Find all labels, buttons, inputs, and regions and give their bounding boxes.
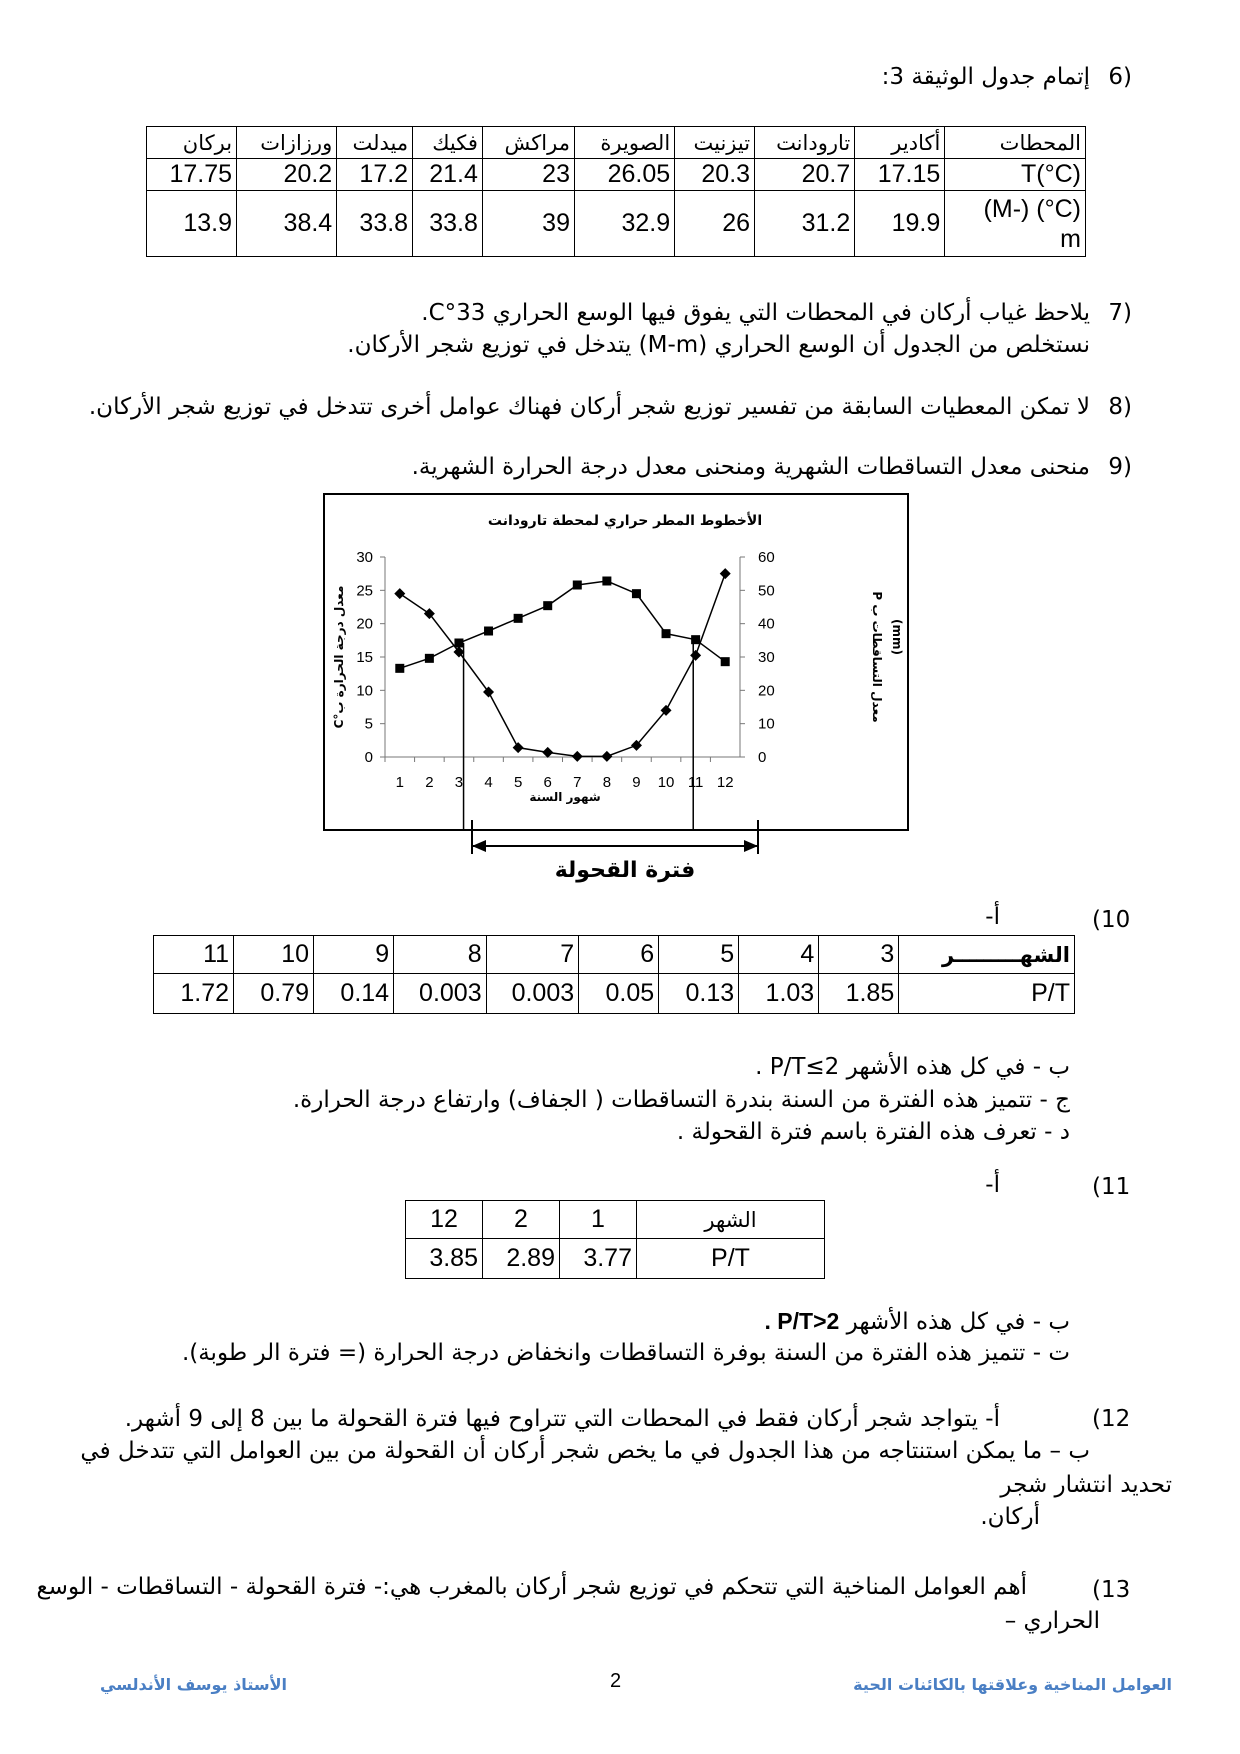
x-tick-label: 8	[602, 774, 612, 791]
precipitation-point	[601, 751, 612, 762]
q11-month-row	[406, 1201, 825, 1239]
footer-title: العوامل المناخية وعلاقتها بالكائنات الحية	[853, 1675, 1172, 1694]
table-cell: 0.14	[314, 974, 394, 1014]
table-cell: 26	[675, 191, 755, 257]
right-tick-label: 60	[758, 549, 775, 566]
x-tick-label: 9	[632, 774, 641, 791]
table-cell: 4	[739, 936, 819, 974]
q12-b1: ب – ما يمكن استنتاجه من هذا الجدول في ما يخص شجر أركان أن القحولة من بين العوامل التي تتدخل في	[80, 1438, 1090, 1464]
table-cell: 26.05	[574, 159, 674, 191]
q7-num: 7)	[1108, 300, 1132, 326]
table-cell: 3	[819, 936, 899, 974]
table-cell: الشهر	[637, 1201, 825, 1239]
left-tick-label: 5	[364, 715, 373, 733]
q6-text: إتمام جدول الوثيقة 3:	[881, 64, 1090, 90]
x-tick-label: 1	[395, 774, 404, 791]
q12-b3: أركان.	[980, 1504, 1040, 1530]
table-cell: 1	[560, 1201, 637, 1239]
precipitation-line	[400, 574, 725, 757]
table-cell: ورزازات	[237, 127, 337, 159]
q10-num: (10	[1092, 907, 1131, 933]
q9-num: 9)	[1108, 454, 1132, 480]
table-cell: 21.4	[413, 159, 483, 191]
q11-b-text: ب - في كل هذه الأشهر	[846, 1309, 1070, 1335]
left-tick-label: 30	[356, 549, 373, 566]
table-cell: 39	[482, 191, 574, 257]
precipitation-point	[542, 747, 553, 758]
table-cell: 33.8	[413, 191, 483, 257]
q12-b2: تحديد انتشار شجر	[1000, 1472, 1172, 1498]
x-tick-label: 7	[573, 774, 582, 791]
q6-num: 6)	[1108, 64, 1132, 90]
table-cell: 17.15	[855, 159, 945, 191]
table-cell: المحطات	[945, 127, 1086, 159]
table-cell: T(°C)	[945, 159, 1086, 191]
q13-line1: أهم العوامل المناخية التي تتحكم في توزيع شجر أركان بالمغرب هي:- فترة القحولة - التساقطات - الوسع	[36, 1574, 1027, 1600]
row-label-bottom: m	[1060, 224, 1081, 253]
q10-b: ب - في كل هذه الأشهر P/T≤2 .	[755, 1054, 1070, 1080]
table-cell: 17.75	[147, 159, 237, 191]
q11-b-bold: P/T>2 .	[764, 1308, 840, 1334]
x-tick-label: 6	[543, 774, 552, 791]
table-cell: 13.9	[147, 191, 237, 257]
q11-b	[765, 1306, 1070, 1337]
left-tick-label: 10	[356, 682, 373, 700]
table-cell: 3.85	[406, 1239, 483, 1279]
precipitation-point	[690, 650, 701, 661]
q11-num: (11	[1092, 1174, 1131, 1200]
table-cell: 8	[394, 936, 487, 974]
left-tick-label: 15	[356, 649, 373, 666]
thermal-range-row	[147, 191, 1086, 257]
left-tick-label: 20	[356, 615, 373, 633]
table-cell: 20.3	[675, 159, 755, 191]
table-cell: أكادير	[855, 127, 945, 159]
table-cell: P/T	[637, 1239, 825, 1279]
stations-header-row	[147, 127, 1086, 159]
chart-svg	[325, 495, 907, 829]
table-cell: 1.03	[739, 974, 819, 1014]
table-cell: 23	[482, 159, 574, 191]
q12-num: (12	[1092, 1406, 1131, 1432]
temperature-point	[514, 614, 523, 623]
table-cell: 11	[154, 936, 234, 974]
table-cell: 33.8	[337, 191, 413, 257]
table-cell: 31.2	[755, 191, 855, 257]
footer-author: الأستاذ يوسف الأندلسي	[100, 1675, 287, 1694]
table-cell: 3.77	[560, 1239, 637, 1279]
q9-text: منحنى معدل التساقطات الشهرية ومنحنى معدل درجة الحرارة الشهرية.	[411, 454, 1090, 480]
temperature-row	[147, 159, 1086, 191]
right-tick-label: 40	[758, 615, 775, 633]
x-tick-label: 2	[425, 774, 434, 791]
right-tick-label: 10	[758, 715, 775, 733]
x-tick-label: 4	[484, 774, 493, 791]
temperature-point	[484, 627, 493, 636]
temperature-point	[543, 601, 552, 610]
right-tick-label: 50	[758, 582, 775, 600]
x-tick-label: 11	[687, 774, 704, 791]
table-cell: فكيك	[413, 127, 483, 159]
table-cell: 6	[579, 936, 659, 974]
q10-table	[153, 935, 1075, 1014]
table-cell: 0.13	[659, 974, 739, 1014]
table-cell	[945, 191, 1086, 257]
q10-ratio-row	[154, 974, 1075, 1014]
table-cell: 38.4	[237, 191, 337, 257]
precipitation-point	[483, 687, 494, 698]
page-number: 2	[610, 1670, 622, 1692]
precipitation-point	[720, 568, 731, 579]
table-cell: 0.79	[234, 974, 314, 1014]
x-tick-label: 12	[716, 774, 734, 791]
table-cell: 0.003	[394, 974, 487, 1014]
q10-month-row	[154, 936, 1075, 974]
table-cell: 2	[483, 1201, 560, 1239]
table-cell: 32.9	[574, 191, 674, 257]
ombrothermic-chart	[323, 493, 909, 831]
right-tick-label: 20	[758, 682, 775, 700]
temperature-point	[721, 657, 730, 666]
q8-text: لا تمكن المعطيات السابقة من تفسير توزيع شجر أركان فهناك عوامل أخرى تتدخل في توزيع شجر الأركان.	[88, 394, 1090, 420]
table-cell: 1.85	[819, 974, 899, 1014]
q13-line2: الحراري –	[1004, 1608, 1100, 1634]
q11-table	[405, 1200, 825, 1279]
temperature-line	[400, 581, 725, 668]
table-cell: 0.003	[486, 974, 579, 1014]
q10-sub-a: أ-	[985, 904, 1000, 930]
chart-title: الأخطوط المطر حراري لمحطة تارودانت	[487, 513, 763, 529]
precipitation-point	[394, 588, 405, 599]
stations-table	[146, 126, 1086, 257]
q11-ratio-row	[406, 1239, 825, 1279]
right-axis-unit: (mm)	[890, 619, 904, 655]
table-cell: الشهـــــــــر	[899, 936, 1075, 974]
precipitation-point	[572, 751, 583, 762]
arrow-head-right	[744, 840, 758, 852]
table-cell: 1.72	[154, 974, 234, 1014]
table-cell: 5	[659, 936, 739, 974]
x-tick-label: 3	[454, 774, 464, 791]
temperature-point	[573, 581, 582, 590]
q8-num: 8)	[1108, 394, 1132, 420]
q11-t: ت - تتميز هذه الفترة من السنة بوفرة التساقطات وانخفاض درجة الحرارة (= فترة الر طوبة).	[181, 1340, 1070, 1366]
table-cell: 10	[234, 936, 314, 974]
table-cell: 20.2	[237, 159, 337, 191]
temperature-point	[395, 664, 404, 673]
table-cell: 0.05	[579, 974, 659, 1014]
table-cell: الصويرة	[574, 127, 674, 159]
table-cell: ميدلت	[337, 127, 413, 159]
table-cell: 12	[406, 1201, 483, 1239]
x-tick-label: 5	[513, 774, 523, 791]
q12-a: أ- يتواجد شجر أركان فقط في المحطات التي تتراوح فيها فترة القحولة ما بين 8 إلى 9 أشهر.	[124, 1406, 1000, 1432]
table-cell: بركان	[147, 127, 237, 159]
table-cell: 7	[486, 936, 579, 974]
left-tick-label: 0	[364, 749, 373, 766]
temperature-point	[602, 577, 611, 586]
left-tick-label: 25	[356, 582, 373, 600]
q10-j: ج - تتميز هذه الفترة من السنة بندرة التساقطات ( الجفاف) وارتفاع درجة الحرارة.	[292, 1087, 1070, 1113]
right-tick-label: 0	[758, 749, 767, 766]
x-tick-label: 10	[657, 774, 675, 791]
temperature-point	[425, 654, 434, 663]
table-cell: 9	[314, 936, 394, 974]
q13-num: (13	[1092, 1577, 1131, 1603]
table-cell: مراكش	[482, 127, 574, 159]
precipitation-point	[513, 742, 524, 753]
x-axis-label: شهور السنة	[529, 790, 601, 804]
left-axis-label: معدل درجة الحرارة ب°C	[332, 585, 346, 729]
arid-period-label: فترة القحولة	[554, 858, 696, 883]
arrow-head-left	[472, 840, 486, 852]
table-cell: P/T	[899, 974, 1075, 1014]
temperature-point	[454, 639, 463, 648]
table-cell: تارودانت	[755, 127, 855, 159]
right-tick-label: 30	[758, 649, 775, 666]
q11-sub-a: أ-	[985, 1172, 1000, 1198]
table-cell: تيزنيت	[675, 127, 755, 159]
q10-d: د - تعرف هذه الفترة باسم فترة القحولة .	[676, 1119, 1070, 1145]
table-cell: 19.9	[855, 191, 945, 257]
q7-line2: نستخلص من الجدول أن الوسع الحراري (M-m) يتدخل في توزيع شجر الأركان.	[347, 332, 1090, 358]
row-label-top: (M-) (°C)	[983, 194, 1081, 223]
arid-period-arrow	[460, 820, 780, 860]
table-cell: 17.2	[337, 159, 413, 191]
table-cell: 20.7	[755, 159, 855, 191]
right-axis-label: معدل التساقطات ب P	[870, 591, 884, 723]
temperature-point	[662, 629, 671, 638]
table-cell: 2.89	[483, 1239, 560, 1279]
q7-line1: يلاحظ غياب أركان في المحطات التي يفوق فيها الوسع الحراري 33°C.	[421, 300, 1090, 326]
temperature-point	[691, 635, 700, 644]
temperature-point	[632, 589, 641, 598]
